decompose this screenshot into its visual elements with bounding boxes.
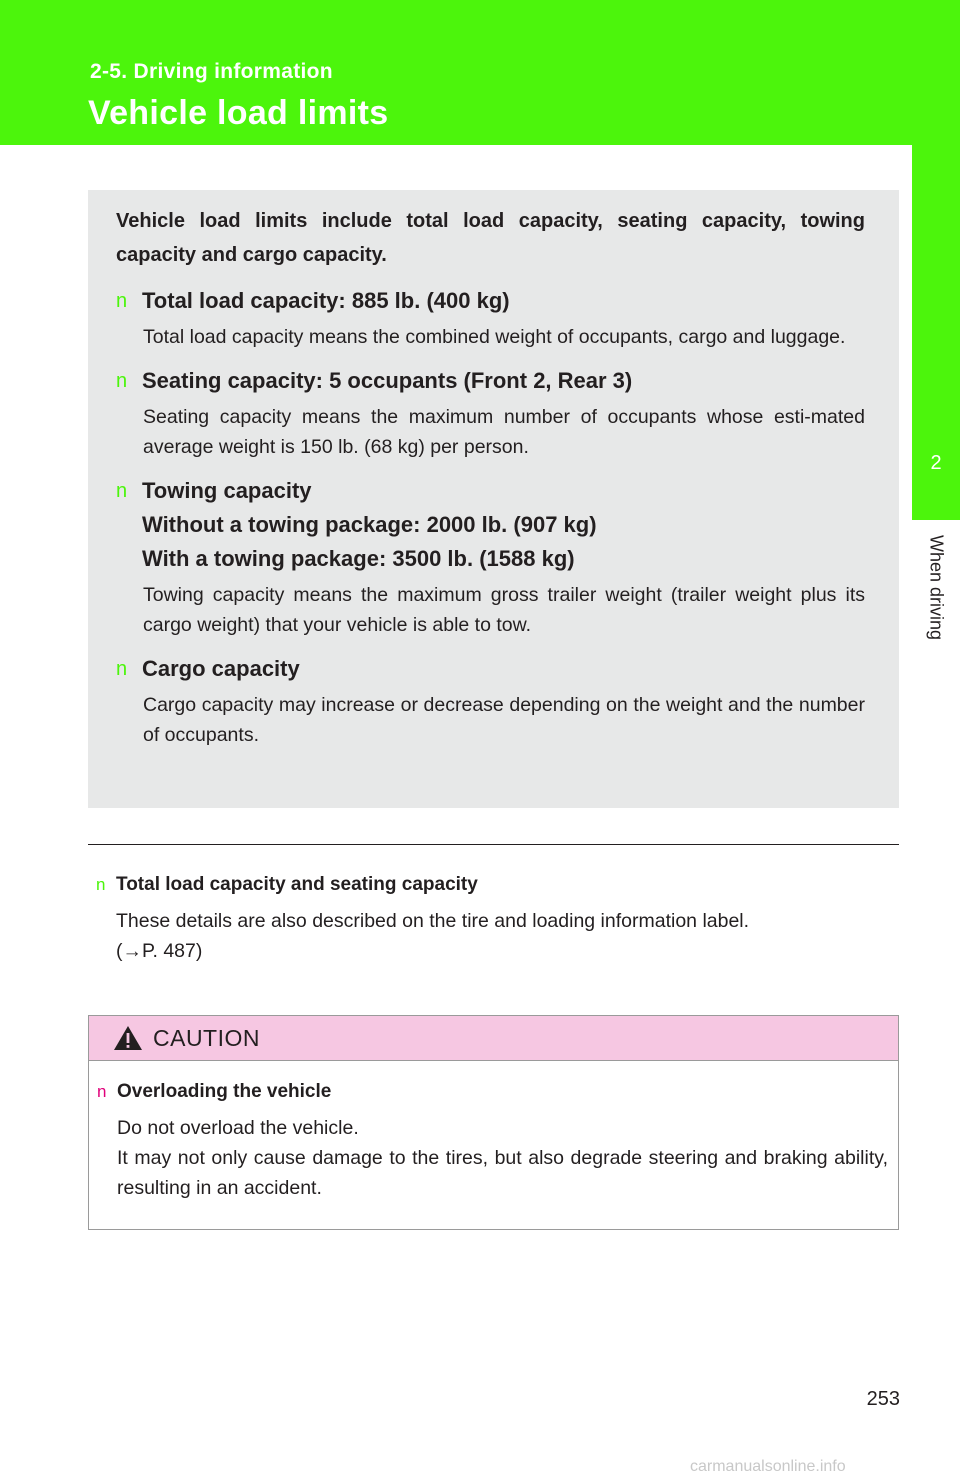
divider-rule xyxy=(88,844,899,845)
item-heading-line: Cargo capacity xyxy=(142,656,300,681)
load-limit-item xyxy=(116,284,865,352)
caution-box xyxy=(88,1015,899,1230)
caution-line: Do not overload the vehicle. xyxy=(117,1117,359,1139)
intro-text: Vehicle load limits include total load capacity, seating capacity, towing capacity and cargo capacity. xyxy=(116,210,865,266)
item-heading-row xyxy=(116,652,865,686)
item-description: Cargo capacity may increase or decrease depending on the weight and the number of occupants. xyxy=(143,694,865,746)
item-heading-line: Without a towing package: 2000 lb. (907 kg) xyxy=(142,512,597,537)
item-heading-row xyxy=(116,284,865,318)
item-description: Total load capacity means the combined weight of occupants, cargo and luggage. xyxy=(143,326,846,348)
load-limit-item xyxy=(116,652,865,750)
caution-heading-row xyxy=(97,1077,888,1107)
item-heading-row xyxy=(116,474,865,576)
item-heading xyxy=(142,284,510,318)
load-limit-item xyxy=(116,364,865,462)
item-heading-row xyxy=(116,364,865,398)
page-reference-link[interactable]: (→P. 487) xyxy=(116,940,203,962)
item-heading-line: Total load capacity: 885 lb. (400 kg) xyxy=(142,288,510,313)
bullet-icon: n xyxy=(96,875,106,894)
load-limit-item xyxy=(116,474,865,640)
caution-text xyxy=(117,1113,888,1203)
note-body-line: These details are also described on the tire and loading information label. xyxy=(116,910,750,932)
caution-title: CAUTION xyxy=(153,1024,260,1051)
page-number: 253 xyxy=(866,1388,900,1410)
item-heading-line: Seating capacity: 5 occupants (Front 2, Rear 3) xyxy=(142,368,633,393)
chapter-label: When driving xyxy=(926,535,947,641)
bullet-icon: n xyxy=(116,370,128,392)
bullet-icon: n xyxy=(116,480,128,502)
caution-heading: Overloading the vehicle xyxy=(117,1081,332,1102)
load-limit-items xyxy=(116,284,865,750)
item-heading xyxy=(142,364,632,398)
watermark: carmanualsonline.info xyxy=(690,1458,846,1475)
bullet-icon: n xyxy=(116,290,128,312)
note-heading-row xyxy=(96,870,886,900)
caution-body xyxy=(89,1061,898,1203)
caution-header xyxy=(89,1016,898,1061)
item-heading-line: Towing capacity xyxy=(142,478,312,503)
section-label: 2-5. Driving information xyxy=(90,60,333,83)
item-description: Seating capacity means the maximum number of occupants whose esti-mated average weight is 150 lb. (68 kg) per person. xyxy=(143,406,865,458)
caution-line: It may not only cause damage to the tires, but also degrade steering and braking ability, resulting in an accident. xyxy=(117,1147,888,1199)
note-body xyxy=(116,906,886,966)
chapter-number: 2 xyxy=(930,452,942,474)
item-heading xyxy=(142,652,300,686)
item-heading xyxy=(142,474,597,576)
item-heading-line: With a towing package: 3500 lb. (1588 kg) xyxy=(142,546,575,571)
note-section xyxy=(96,870,886,966)
page-title: Vehicle load limits xyxy=(88,94,389,132)
load-limits-box xyxy=(88,190,899,808)
warning-triangle-icon xyxy=(113,1025,143,1051)
note-heading: Total load capacity and seating capacity xyxy=(116,874,478,895)
bullet-icon: n xyxy=(116,658,128,680)
item-description: Towing capacity means the maximum gross trailer weight (trailer weight plus its cargo weight) that your vehicle is able to tow. xyxy=(143,584,865,636)
bullet-icon: n xyxy=(97,1082,107,1101)
